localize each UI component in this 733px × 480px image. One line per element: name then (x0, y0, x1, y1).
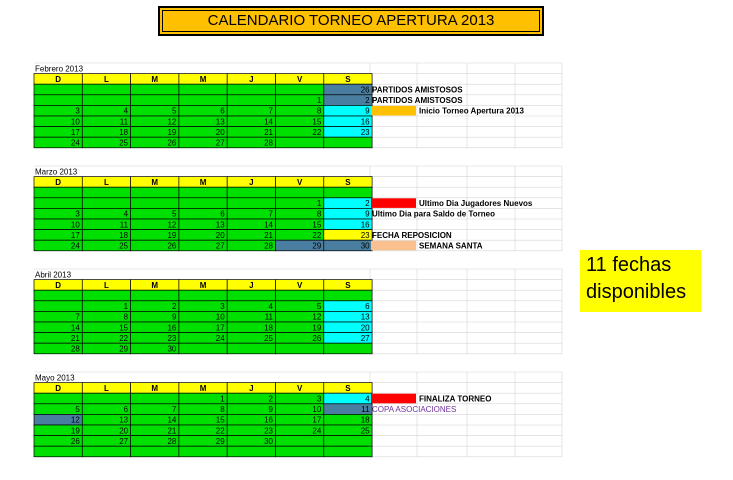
day-number: 4 (123, 209, 129, 219)
day-number: 17 (215, 323, 225, 333)
event-color-swatch (371, 106, 416, 116)
day-cell (131, 446, 179, 457)
day-number: 8 (123, 312, 129, 322)
day-number: 11 (264, 312, 273, 322)
day-cell (276, 290, 324, 301)
day-number: 7 (171, 405, 177, 415)
day-number: 7 (75, 312, 80, 322)
weekday-header-label: M (199, 74, 207, 84)
day-cell (324, 436, 372, 447)
day-number: 22 (312, 127, 322, 137)
event-label: FECHA REPOSICION (372, 230, 452, 240)
note-line-1: 11 fechas (586, 254, 672, 276)
weekday-header-label: M (199, 177, 207, 187)
weekday-header-label: V (296, 280, 303, 290)
day-number: 13 (360, 312, 370, 322)
day-number: 23 (167, 333, 177, 343)
event-label: PARTIDOS AMISTOSOS (372, 85, 463, 95)
day-cell (179, 446, 227, 457)
weekday-header-label: M (151, 280, 159, 290)
day-number: 13 (119, 415, 129, 425)
day-number: 18 (119, 230, 129, 240)
day-number: 14 (264, 220, 273, 230)
day-cell (227, 84, 275, 95)
weekday-header-label: M (199, 280, 207, 290)
day-number: 19 (167, 127, 177, 137)
day-number: 23 (360, 127, 370, 137)
day-cell (34, 198, 82, 209)
weekday-header-label: D (55, 177, 62, 187)
day-number: 15 (312, 117, 322, 127)
day-number: 5 (75, 405, 80, 415)
day-cell (82, 290, 130, 301)
day-number: 13 (215, 117, 225, 127)
day-number: 14 (264, 117, 273, 127)
day-number: 3 (75, 106, 80, 116)
day-number: 16 (360, 220, 370, 230)
day-number: 9 (268, 405, 273, 415)
day-number: 21 (70, 333, 80, 343)
day-cell (276, 84, 324, 95)
day-cell (227, 187, 275, 198)
day-number: 3 (75, 209, 80, 219)
day-number: 30 (360, 241, 370, 251)
day-number: 21 (264, 127, 273, 137)
day-number: 14 (167, 415, 177, 425)
day-cell (34, 301, 82, 312)
day-number: 25 (264, 333, 273, 343)
weekday-header-label: J (249, 74, 254, 84)
day-number: 4 (365, 394, 370, 404)
day-number: 26 (70, 436, 80, 446)
weekday-header-label: J (249, 280, 254, 290)
day-number: 10 (312, 405, 322, 415)
weekday-header-label: L (104, 177, 109, 187)
weekday-header-label: L (104, 383, 109, 393)
day-number: 26 (167, 138, 177, 148)
event-label: PARTIDOS AMISTOSOS (372, 96, 463, 106)
day-number: 28 (264, 241, 273, 251)
day-cell (227, 446, 275, 457)
weekday-header-label: V (296, 177, 303, 187)
weekday-header-label: D (55, 74, 62, 84)
day-cell (34, 446, 82, 457)
day-number: 12 (167, 117, 177, 127)
day-number: 15 (312, 220, 322, 230)
day-number: 27 (215, 138, 225, 148)
day-number: 28 (264, 138, 273, 148)
day-number: 4 (123, 106, 129, 116)
day-number: 6 (123, 405, 129, 415)
day-cell (131, 198, 179, 209)
day-number: 18 (264, 323, 273, 333)
day-number: 29 (312, 241, 322, 251)
day-number: 2 (268, 394, 273, 404)
day-number: 12 (312, 312, 322, 322)
day-number: 8 (220, 405, 225, 415)
day-number: 9 (365, 106, 370, 116)
day-cell (34, 393, 82, 404)
day-number: 21 (167, 426, 177, 436)
day-cell (276, 187, 324, 198)
available-dates-note (580, 250, 701, 312)
day-number: 27 (360, 333, 370, 343)
day-number: 19 (312, 323, 322, 333)
day-number: 16 (360, 117, 370, 127)
day-cell (131, 187, 179, 198)
day-number: 19 (167, 230, 177, 240)
weekday-header-label: M (151, 177, 159, 187)
month-label: Febrero 2013 (35, 64, 84, 74)
day-number: 10 (70, 117, 80, 127)
event-label: Ultimo Dia Jugadores Nuevos (419, 199, 533, 209)
day-cell (82, 446, 130, 457)
day-cell (324, 343, 372, 354)
day-number: 15 (215, 415, 225, 425)
day-number: 2 (365, 199, 370, 209)
day-number: 3 (316, 394, 322, 404)
day-cell (179, 187, 227, 198)
day-cell (324, 446, 372, 457)
day-number: 21 (264, 230, 273, 240)
weekday-header-label: J (249, 177, 254, 187)
day-cell (179, 343, 227, 354)
day-number: 15 (119, 323, 129, 333)
event-color-swatch (371, 394, 416, 404)
weekday-header-label: D (55, 280, 62, 290)
event-label: Inicio Torneo Apertura 2013 (419, 106, 524, 116)
weekday-header-label: S (345, 383, 351, 393)
day-number: 17 (70, 230, 80, 240)
event-color-swatch (371, 198, 416, 208)
day-number: 1 (316, 96, 322, 106)
day-number: 27 (119, 436, 129, 446)
day-number: 22 (119, 333, 129, 343)
day-number: 11 (119, 117, 129, 127)
day-number: 8 (316, 106, 322, 116)
weekday-header-label: S (345, 177, 351, 187)
month-label: Marzo 2013 (35, 167, 78, 177)
day-cell (82, 393, 130, 404)
day-number: 20 (360, 323, 370, 333)
day-cell (179, 84, 227, 95)
note-line-2: disponibles (586, 281, 687, 303)
day-number: 7 (268, 209, 273, 219)
day-number: 28 (70, 344, 80, 354)
day-number: 1 (220, 394, 225, 404)
day-number: 7 (268, 106, 273, 116)
day-number: 24 (70, 138, 80, 148)
day-number: 26 (312, 333, 322, 343)
day-number: 2 (365, 96, 370, 106)
weekday-header-label: V (296, 383, 303, 393)
weekday-header-label: M (151, 74, 159, 84)
day-cell (131, 95, 179, 106)
day-cell (82, 95, 130, 106)
day-cell (131, 84, 179, 95)
day-number: 29 (215, 436, 225, 446)
day-number: 25 (360, 426, 370, 436)
day-number: 3 (220, 302, 225, 312)
day-number: 14 (70, 323, 80, 333)
day-number: 8 (316, 209, 322, 219)
day-number: 6 (365, 302, 370, 312)
day-cell (179, 290, 227, 301)
day-number: 5 (171, 209, 177, 219)
day-cell (82, 84, 130, 95)
weekday-header-label: D (55, 383, 62, 393)
day-cell (276, 137, 324, 148)
day-cell (34, 187, 82, 198)
day-number: 6 (220, 106, 225, 116)
day-cell (324, 290, 372, 301)
day-number: 25 (119, 241, 129, 251)
day-number: 22 (312, 230, 322, 240)
day-number: 20 (215, 127, 225, 137)
day-number: 9 (365, 209, 370, 219)
event-label: Ultimo Dia para Saldo de Torneo (372, 209, 495, 219)
day-number: 24 (215, 333, 225, 343)
weekday-header-label: V (296, 74, 303, 84)
day-number: 27 (215, 241, 225, 251)
day-number: 23 (264, 426, 273, 436)
day-number: 1 (316, 199, 322, 209)
weekday-header-label: S (345, 74, 351, 84)
day-cell (227, 198, 275, 209)
day-cell (276, 343, 324, 354)
day-cell (131, 393, 179, 404)
day-number: 2 (171, 302, 177, 312)
month-label: Abril 2013 (35, 270, 72, 280)
day-number: 30 (264, 436, 273, 446)
day-number: 11 (119, 220, 129, 230)
event-color-swatch (371, 241, 416, 251)
day-number: 6 (220, 209, 225, 219)
day-number: 23 (360, 230, 370, 240)
day-cell (227, 290, 275, 301)
day-number: 20 (119, 426, 129, 436)
day-number: 1 (123, 302, 129, 312)
calendar-title: CALENDARIO TORNEO APERTURA 2013 (158, 6, 544, 36)
day-number: 17 (70, 127, 80, 137)
day-number: 30 (167, 344, 177, 354)
day-number: 16 (264, 415, 273, 425)
day-cell (34, 95, 82, 106)
day-number: 26 (360, 85, 370, 95)
day-number: 5 (316, 302, 322, 312)
day-number: 16 (167, 323, 177, 333)
day-number: 18 (119, 127, 129, 137)
day-number: 13 (215, 220, 225, 230)
day-cell (82, 187, 130, 198)
day-cell (34, 84, 82, 95)
day-number: 11 (361, 405, 370, 415)
day-cell (131, 290, 179, 301)
day-number: 19 (70, 426, 80, 436)
weekday-header-label: J (249, 383, 254, 393)
day-number: 29 (119, 344, 129, 354)
day-number: 24 (70, 241, 80, 251)
day-number: 24 (312, 426, 322, 436)
day-number: 18 (360, 415, 370, 425)
day-number: 12 (167, 220, 177, 230)
weekday-header-label: M (199, 383, 207, 393)
event-label: COPA ASOCIACIONES (372, 405, 457, 415)
day-number: 26 (167, 241, 177, 251)
day-cell (276, 436, 324, 447)
day-cell (227, 95, 275, 106)
day-number: 28 (167, 436, 177, 446)
weekday-header-label: L (104, 280, 109, 290)
day-cell (324, 137, 372, 148)
day-number: 10 (215, 312, 225, 322)
event-label: SEMANA SANTA (419, 241, 483, 251)
day-number: 22 (215, 426, 225, 436)
weekday-header-label: M (151, 383, 159, 393)
day-number: 12 (70, 415, 80, 425)
day-cell (324, 187, 372, 198)
day-cell (179, 198, 227, 209)
day-cell (82, 198, 130, 209)
day-cell (276, 446, 324, 457)
day-number: 17 (312, 415, 322, 425)
event-label: FINALIZA TORNEO (419, 394, 492, 404)
weekday-header-label: L (104, 74, 109, 84)
day-number: 20 (215, 230, 225, 240)
day-number: 9 (171, 312, 177, 322)
month-label: Mayo 2013 (35, 373, 75, 383)
day-cell (179, 95, 227, 106)
day-cell (34, 290, 82, 301)
day-number: 4 (268, 302, 273, 312)
day-number: 10 (70, 220, 80, 230)
day-number: 5 (171, 106, 177, 116)
day-cell (227, 343, 275, 354)
day-number: 25 (119, 138, 129, 148)
weekday-header-label: S (345, 280, 351, 290)
